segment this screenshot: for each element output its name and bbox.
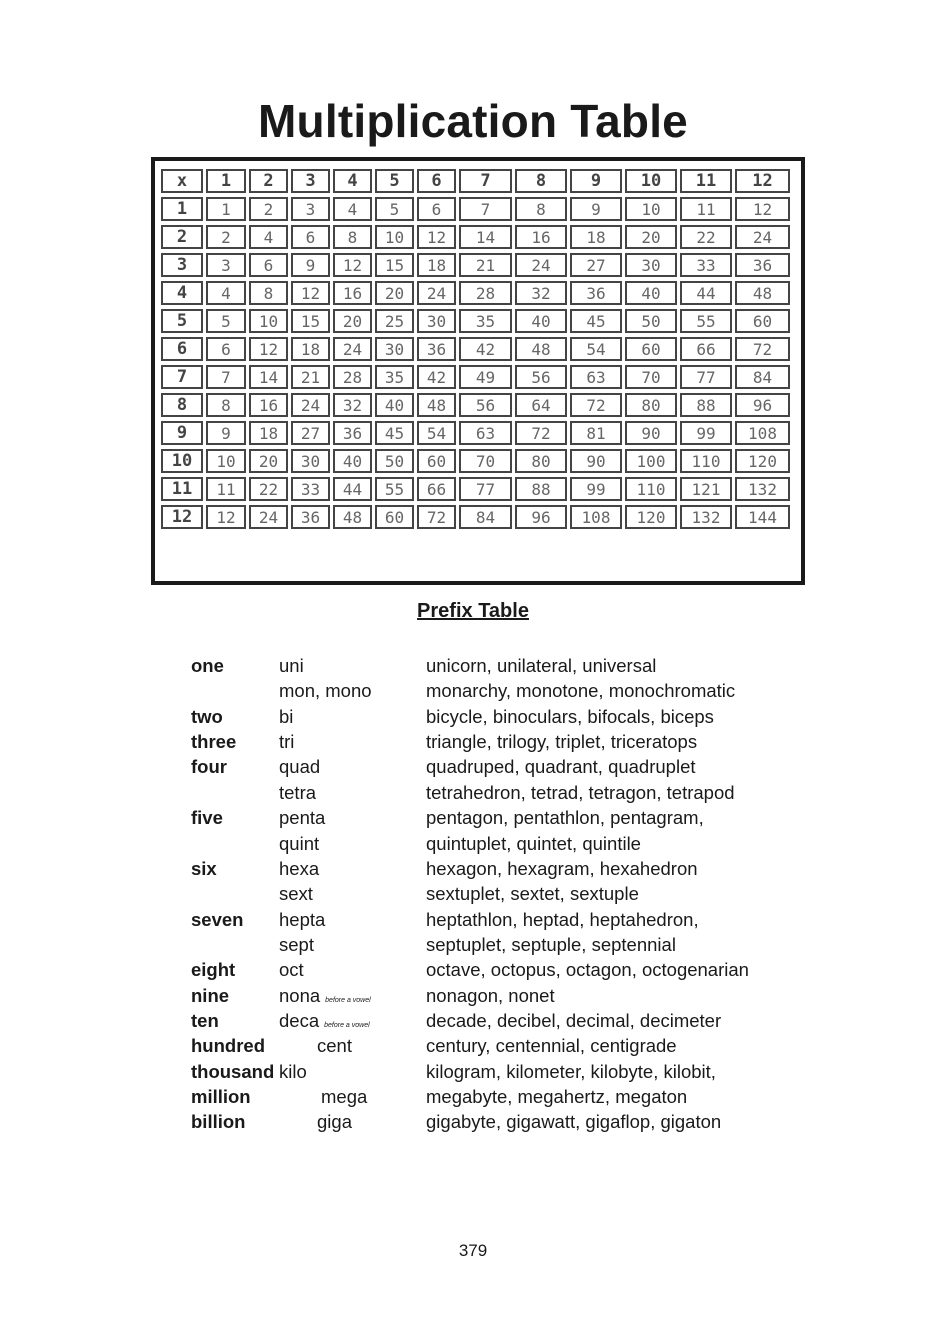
product-cell: 12	[291, 281, 330, 305]
prefix-text: quint	[279, 832, 320, 854]
prefix-cell	[279, 909, 325, 931]
header-cell: 4	[333, 169, 372, 193]
row-label-cell: 9	[161, 421, 203, 445]
prefix-cell	[279, 833, 319, 855]
prefix-text: tetra	[279, 781, 317, 803]
product-cell: 96	[515, 505, 567, 529]
prefix-text: quad	[279, 756, 321, 778]
prefix-cell	[279, 959, 304, 981]
product-cell: 10	[375, 225, 414, 249]
product-cell: 8	[249, 281, 288, 305]
product-cell: 11	[206, 477, 246, 501]
product-cell: 14	[459, 225, 512, 249]
prefix-cell	[279, 782, 316, 804]
product-cell: 55	[375, 477, 414, 501]
product-cell: 24	[417, 281, 456, 305]
product-cell: 60	[375, 505, 414, 529]
product-cell: 36	[417, 337, 456, 361]
prefix-number-word: ten	[191, 1009, 219, 1031]
product-cell: 3	[291, 197, 330, 221]
row-label-cell: 2	[161, 225, 203, 249]
product-cell: 28	[333, 365, 372, 389]
prefix-number-word: two	[191, 705, 223, 727]
prefix-text: oct	[279, 959, 304, 981]
prefix-cell	[279, 1061, 307, 1083]
product-cell: 72	[417, 505, 456, 529]
product-cell: 4	[249, 225, 288, 249]
product-cell: 81	[570, 421, 622, 445]
product-cell: 49	[459, 365, 512, 389]
product-cell: 42	[417, 365, 456, 389]
table-row	[161, 309, 790, 333]
product-cell: 60	[735, 309, 790, 333]
prefix-text: mega	[321, 1086, 368, 1107]
product-cell: 15	[291, 309, 330, 333]
product-cell: 72	[570, 393, 622, 417]
product-cell: 72	[735, 337, 790, 361]
product-cell: 9	[291, 253, 330, 277]
product-cell: 48	[333, 505, 372, 529]
product-cell: 60	[417, 449, 456, 473]
prefix-number-word: five	[191, 807, 223, 829]
product-cell: 12	[417, 225, 456, 249]
product-cell: 10	[206, 449, 246, 473]
prefix-text: giga	[317, 1111, 352, 1133]
product-cell: 4	[206, 281, 246, 305]
product-cell: 12	[249, 337, 288, 361]
product-cell: 8	[515, 197, 567, 221]
product-cell: 77	[680, 365, 732, 389]
product-cell: 12	[206, 505, 246, 529]
product-cell: 144	[735, 505, 790, 529]
product-cell: 16	[249, 393, 288, 417]
product-cell: 66	[680, 337, 732, 361]
prefix-cell	[279, 731, 294, 753]
product-cell: 50	[625, 309, 677, 333]
product-cell: 132	[680, 505, 732, 529]
prefix-number-word: nine	[191, 984, 230, 1006]
product-cell: 60	[625, 337, 677, 361]
header-cell: x	[161, 169, 203, 193]
row-label-cell: 4	[161, 281, 203, 305]
prefix-row	[0, 1061, 948, 1086]
prefix-examples: century, centennial, centigrade	[426, 1035, 677, 1057]
product-cell: 6	[206, 337, 246, 361]
prefix-row	[0, 1010, 948, 1035]
table-row	[161, 253, 790, 277]
product-cell: 18	[570, 225, 622, 249]
prefix-cell	[279, 756, 320, 778]
product-cell: 110	[680, 449, 732, 473]
table-row	[161, 393, 790, 417]
prefix-text: bi	[279, 705, 294, 727]
product-cell: 99	[680, 421, 732, 445]
prefix-row	[0, 756, 948, 781]
prefix-number-word: thousand	[191, 1060, 275, 1082]
prefix-row	[0, 1086, 948, 1111]
row-label-cell: 5	[161, 309, 203, 333]
product-cell: 5	[375, 197, 414, 221]
product-cell: 1	[206, 197, 246, 221]
prefix-number-word: million	[191, 1086, 251, 1107]
product-cell: 16	[333, 281, 372, 305]
row-label-cell: 7	[161, 365, 203, 389]
prefix-cell	[279, 807, 325, 829]
product-cell: 30	[291, 449, 330, 473]
product-cell: 40	[515, 309, 567, 333]
product-cell: 132	[735, 477, 790, 501]
product-cell: 121	[680, 477, 732, 501]
prefix-cell	[279, 1010, 370, 1032]
header-cell: 5	[375, 169, 414, 193]
product-cell: 35	[459, 309, 512, 333]
prefix-cell	[279, 858, 319, 880]
prefix-examples: nonagon, nonet	[426, 984, 555, 1006]
table-row	[161, 225, 790, 249]
prefix-examples: sextuplet, sextet, sextuple	[426, 883, 639, 905]
prefix-examples: triangle, trilogy, triplet, triceratops	[426, 731, 698, 752]
product-cell: 100	[625, 449, 677, 473]
row-label-cell: 10	[161, 449, 203, 473]
prefix-examples: quintuplet, quintet, quintile	[426, 832, 641, 854]
product-cell: 84	[459, 505, 512, 529]
product-cell: 12	[333, 253, 372, 277]
prefix-number-word: six	[191, 857, 217, 879]
product-cell: 80	[515, 449, 567, 473]
product-cell: 27	[570, 253, 622, 277]
product-cell: 36	[570, 281, 622, 305]
product-cell: 25	[375, 309, 414, 333]
product-cell: 4	[333, 197, 372, 221]
header-cell: 12	[735, 169, 790, 193]
prefix-note: before a vowel	[324, 1021, 370, 1029]
product-cell: 30	[417, 309, 456, 333]
prefix-cell	[317, 1035, 352, 1057]
product-cell: 18	[249, 421, 288, 445]
product-cell: 56	[459, 393, 512, 417]
table-row	[161, 505, 790, 529]
prefix-row	[0, 934, 948, 959]
prefix-row	[0, 985, 948, 1010]
table-row	[161, 477, 790, 501]
table-row	[161, 421, 790, 445]
product-cell: 108	[570, 505, 622, 529]
prefix-text: cent	[317, 1035, 352, 1057]
prefix-number-word: four	[191, 756, 227, 778]
product-cell: 108	[735, 421, 790, 445]
prefix-examples: heptathlon, heptad, heptahedron,	[426, 908, 699, 930]
product-cell: 35	[375, 365, 414, 389]
product-cell: 24	[249, 505, 288, 529]
prefix-text: hexa	[279, 857, 320, 879]
product-cell: 96	[735, 393, 790, 417]
product-cell: 48	[735, 281, 790, 305]
prefix-examples: septuplet, septuple, septennial	[426, 933, 676, 955]
product-cell: 64	[515, 393, 567, 417]
product-cell: 7	[206, 365, 246, 389]
prefix-note: before a vowel	[325, 996, 371, 1004]
prefix-number-word: eight	[191, 959, 236, 981]
prefix-row	[0, 706, 948, 731]
prefix-text: kilo	[279, 1060, 307, 1082]
product-cell: 56	[515, 365, 567, 389]
row-label-cell: 12	[161, 505, 203, 529]
product-cell: 84	[735, 365, 790, 389]
prefix-text: penta	[279, 807, 326, 829]
product-cell: 8	[206, 393, 246, 417]
prefix-examples: unicorn, unilateral, universal	[426, 655, 657, 676]
product-cell: 9	[206, 421, 246, 445]
prefix-cell	[279, 655, 304, 677]
prefix-examples: bicycle, binoculars, bifocals, biceps	[426, 705, 714, 727]
header-cell: 9	[570, 169, 622, 193]
product-cell: 45	[375, 421, 414, 445]
prefix-row	[0, 909, 948, 934]
product-cell: 88	[515, 477, 567, 501]
header-cell: 3	[291, 169, 330, 193]
header-cell: 6	[417, 169, 456, 193]
product-cell: 28	[459, 281, 512, 305]
table-row	[161, 197, 790, 221]
product-cell: 55	[680, 309, 732, 333]
product-cell: 6	[249, 253, 288, 277]
product-cell: 22	[680, 225, 732, 249]
product-cell: 44	[680, 281, 732, 305]
product-cell: 99	[570, 477, 622, 501]
prefix-row	[0, 883, 948, 908]
table-row	[161, 281, 790, 305]
prefix-cell	[279, 706, 293, 728]
prefix-number-word: three	[191, 731, 237, 752]
product-cell: 2	[206, 225, 246, 249]
table-header-row	[161, 169, 790, 193]
product-cell: 2	[249, 197, 288, 221]
product-cell: 24	[515, 253, 567, 277]
prefix-examples: monarchy, monotone, monochromatic	[426, 680, 736, 702]
product-cell: 24	[735, 225, 790, 249]
product-cell: 3	[206, 253, 246, 277]
product-cell: 90	[570, 449, 622, 473]
product-cell: 120	[735, 449, 790, 473]
prefix-text: deca	[279, 1009, 320, 1031]
product-cell: 12	[735, 197, 790, 221]
row-label-cell: 11	[161, 477, 203, 501]
prefix-row	[0, 959, 948, 984]
product-cell: 80	[625, 393, 677, 417]
prefix-text: mon, mono	[279, 680, 372, 702]
prefix-cell	[279, 934, 314, 956]
prefix-row	[0, 1111, 948, 1136]
product-cell: 18	[417, 253, 456, 277]
prefix-cell	[321, 1086, 367, 1108]
prefix-row	[0, 858, 948, 883]
prefix-examples: octave, octopus, octagon, octogenarian	[426, 959, 749, 981]
product-cell: 44	[333, 477, 372, 501]
product-cell: 50	[375, 449, 414, 473]
prefix-row	[0, 1035, 948, 1060]
product-cell: 72	[515, 421, 567, 445]
prefix-text: tri	[279, 731, 295, 752]
product-cell: 15	[375, 253, 414, 277]
product-cell: 42	[459, 337, 512, 361]
prefix-text: sext	[279, 883, 313, 905]
product-cell: 110	[625, 477, 677, 501]
prefix-examples: kilogram, kilometer, kilobyte, kilobit,	[426, 1060, 716, 1082]
table-row	[161, 337, 790, 361]
prefix-number-word: seven	[191, 908, 244, 930]
product-cell: 88	[680, 393, 732, 417]
prefix-text: hepta	[279, 908, 326, 930]
product-cell: 40	[375, 393, 414, 417]
product-cell: 45	[570, 309, 622, 333]
prefix-text: nona	[279, 984, 321, 1006]
prefix-examples: gigabyte, gigawatt, gigaflop, gigaton	[426, 1111, 722, 1133]
product-cell: 30	[625, 253, 677, 277]
row-label-cell: 1	[161, 197, 203, 221]
prefix-examples: megabyte, megahertz, megaton	[426, 1086, 688, 1107]
product-cell: 48	[417, 393, 456, 417]
prefix-text: sept	[279, 933, 314, 955]
header-cell: 7	[459, 169, 512, 193]
product-cell: 11	[680, 197, 732, 221]
product-cell: 36	[333, 421, 372, 445]
header-cell: 1	[206, 169, 246, 193]
prefix-row	[0, 680, 948, 705]
header-cell: 2	[249, 169, 288, 193]
prefix-number-word: billion	[191, 1111, 246, 1133]
page-title: Multiplication Table	[258, 95, 688, 147]
multiplication-table	[158, 165, 793, 533]
product-cell: 10	[625, 197, 677, 221]
page-number: 379	[458, 1241, 488, 1260]
header-cell: 10	[625, 169, 677, 193]
product-cell: 54	[417, 421, 456, 445]
prefix-row	[0, 782, 948, 807]
prefix-table-title: Prefix Table	[417, 600, 529, 622]
product-cell: 24	[333, 337, 372, 361]
product-cell: 20	[375, 281, 414, 305]
product-cell: 48	[515, 337, 567, 361]
product-cell: 77	[459, 477, 512, 501]
prefix-examples: quadruped, quadrant, quadruplet	[426, 756, 696, 778]
prefix-examples: decade, decibel, decimal, decimeter	[426, 1009, 722, 1031]
row-label-cell: 3	[161, 253, 203, 277]
product-cell: 6	[417, 197, 456, 221]
prefix-cell	[279, 680, 372, 702]
header-cell: 8	[515, 169, 567, 193]
product-cell: 70	[459, 449, 512, 473]
product-cell: 10	[249, 309, 288, 333]
product-cell: 20	[333, 309, 372, 333]
product-cell: 18	[291, 337, 330, 361]
row-label-cell: 6	[161, 337, 203, 361]
prefix-row	[0, 731, 948, 756]
product-cell: 24	[291, 393, 330, 417]
product-cell: 63	[459, 421, 512, 445]
product-cell: 20	[625, 225, 677, 249]
prefix-examples: tetrahedron, tetrad, tetragon, tetrapod	[426, 781, 735, 803]
prefix-examples: hexagon, hexagram, hexahedron	[426, 857, 698, 879]
product-cell: 16	[515, 225, 567, 249]
prefix-row	[0, 807, 948, 832]
product-cell: 63	[570, 365, 622, 389]
product-cell: 36	[735, 253, 790, 277]
table-row	[161, 449, 790, 473]
prefix-number-word: hundred	[191, 1035, 265, 1057]
prefix-row	[0, 833, 948, 858]
product-cell: 30	[375, 337, 414, 361]
product-cell: 40	[333, 449, 372, 473]
product-cell: 27	[291, 421, 330, 445]
prefix-text: uni	[279, 655, 304, 676]
product-cell: 33	[291, 477, 330, 501]
header-cell: 11	[680, 169, 732, 193]
multiplication-table-frame	[151, 157, 805, 585]
product-cell: 5	[206, 309, 246, 333]
prefix-examples: pentagon, pentathlon, pentagram,	[426, 807, 704, 829]
product-cell: 70	[625, 365, 677, 389]
prefix-cell	[279, 985, 371, 1007]
product-cell: 21	[459, 253, 512, 277]
product-cell: 6	[291, 225, 330, 249]
prefix-number-word: one	[191, 655, 224, 676]
product-cell: 90	[625, 421, 677, 445]
product-cell: 7	[459, 197, 512, 221]
product-cell: 36	[291, 505, 330, 529]
product-cell: 33	[680, 253, 732, 277]
product-cell: 21	[291, 365, 330, 389]
product-cell: 20	[249, 449, 288, 473]
product-cell: 14	[249, 365, 288, 389]
product-cell: 120	[625, 505, 677, 529]
product-cell: 8	[333, 225, 372, 249]
row-label-cell: 8	[161, 393, 203, 417]
prefix-cell	[279, 883, 313, 905]
product-cell: 54	[570, 337, 622, 361]
prefix-cell	[317, 1111, 352, 1133]
product-cell: 32	[515, 281, 567, 305]
product-cell: 32	[333, 393, 372, 417]
prefix-row	[0, 655, 948, 680]
product-cell: 40	[625, 281, 677, 305]
product-cell: 66	[417, 477, 456, 501]
table-row	[161, 365, 790, 389]
product-cell: 22	[249, 477, 288, 501]
product-cell: 9	[570, 197, 622, 221]
